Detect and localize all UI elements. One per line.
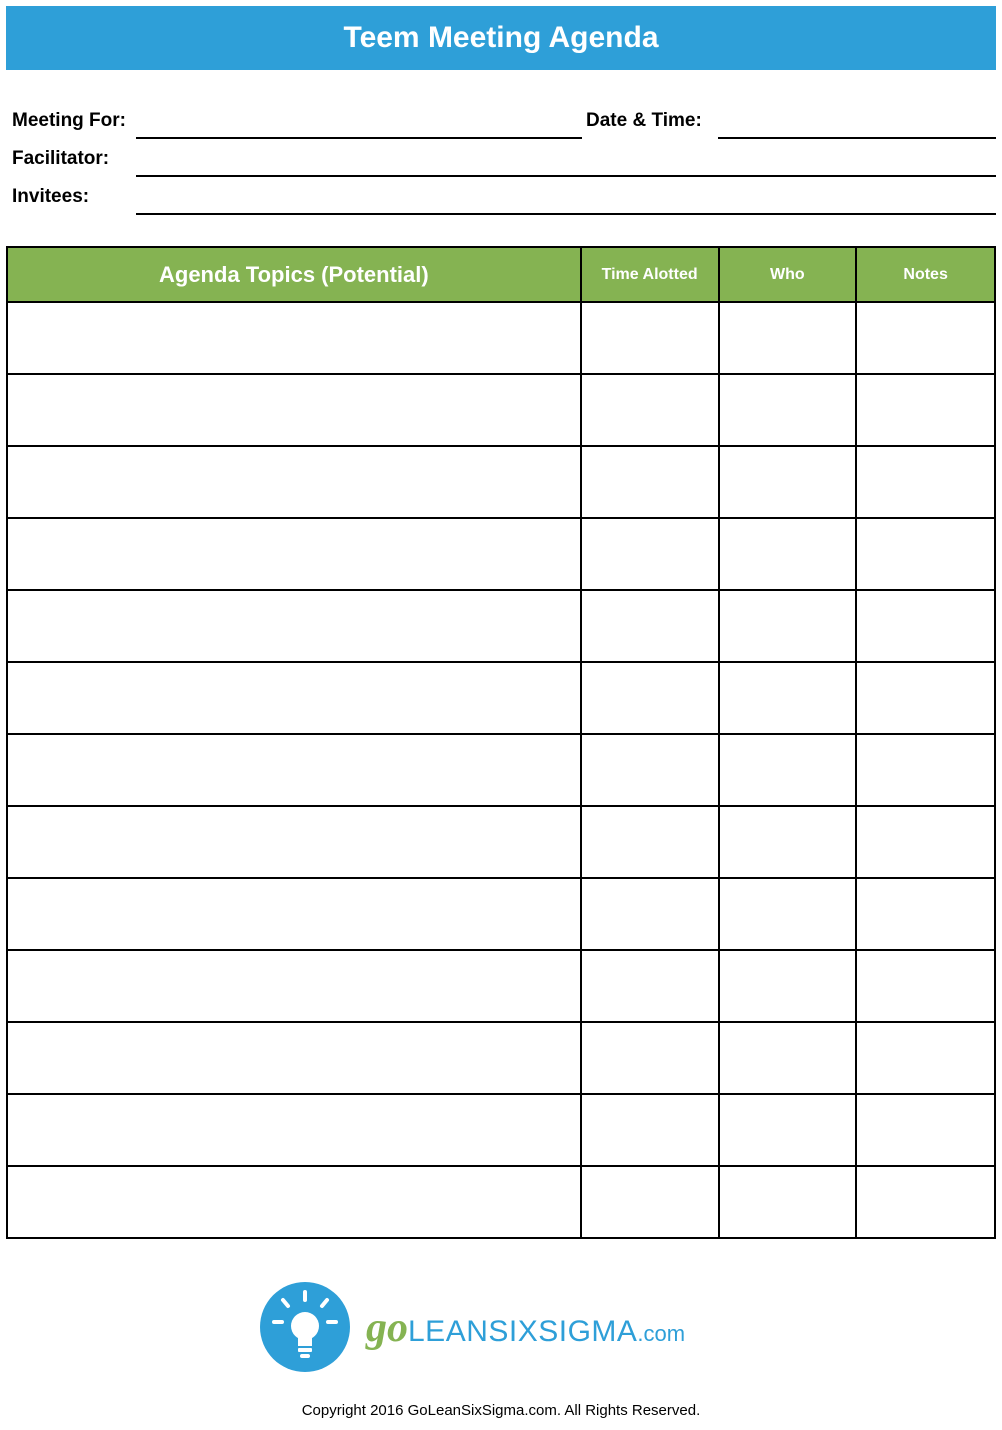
title-bar [6,6,996,70]
who-cell[interactable] [719,302,857,374]
time-cell[interactable] [581,734,719,806]
header-agenda-topics: Agenda Topics (Potential) [7,247,581,302]
topic-cell[interactable] [7,374,581,446]
topic-cell[interactable] [7,950,581,1022]
header-notes: Notes [856,247,995,302]
topic-cell[interactable] [7,518,581,590]
notes-cell[interactable] [856,374,995,446]
logo-go: go [366,1305,408,1351]
lightbulb-icon [260,1282,350,1372]
time-cell[interactable] [581,950,719,1022]
page-title: Teem Meeting Agenda [343,21,659,54]
logo-com: .com [637,1321,686,1346]
time-cell[interactable] [581,806,719,878]
topic-cell[interactable] [7,302,581,374]
topic-cell[interactable] [7,1166,581,1238]
time-cell[interactable] [581,1166,719,1238]
time-cell[interactable] [581,302,719,374]
notes-cell[interactable] [856,302,995,374]
who-cell[interactable] [719,734,857,806]
notes-cell[interactable] [856,734,995,806]
topic-cell[interactable] [7,1094,581,1166]
facilitator-label: Facilitator: [12,148,110,169]
date-time-field[interactable] [718,137,996,139]
notes-cell[interactable] [856,518,995,590]
table-row [7,374,995,446]
time-cell[interactable] [581,878,719,950]
topic-cell[interactable] [7,878,581,950]
table-row [7,734,995,806]
date-time-label: Date & Time: [586,110,702,131]
time-cell[interactable] [581,446,719,518]
who-cell[interactable] [719,590,857,662]
table-row [7,446,995,518]
notes-cell[interactable] [856,446,995,518]
table-row [7,878,995,950]
table-row [7,1094,995,1166]
who-cell[interactable] [719,1166,857,1238]
logo-badge [260,1282,350,1372]
notes-cell[interactable] [856,950,995,1022]
time-cell[interactable] [581,374,719,446]
invitees-label: Invitees: [12,186,90,207]
table-row [7,806,995,878]
who-cell[interactable] [719,1094,857,1166]
who-cell[interactable] [719,950,857,1022]
notes-cell[interactable] [856,1166,995,1238]
topic-cell[interactable] [7,734,581,806]
notes-cell[interactable] [856,878,995,950]
facilitator-field[interactable] [136,175,996,177]
who-cell[interactable] [719,374,857,446]
who-cell[interactable] [719,662,857,734]
table-row [7,590,995,662]
time-cell[interactable] [581,1022,719,1094]
header-time-alotted: Time Alotted [581,247,719,302]
topic-cell[interactable] [7,806,581,878]
invitees-field[interactable] [136,213,996,215]
who-cell[interactable] [719,518,857,590]
topic-cell[interactable] [7,590,581,662]
notes-cell[interactable] [856,590,995,662]
time-cell[interactable] [581,1094,719,1166]
copyright: Copyright 2016 GoLeanSixSigma.com. All Rights Reserved. [301,1402,701,1419]
who-cell[interactable] [719,446,857,518]
logo-wordmark [366,1304,685,1350]
logo-main: LEANSIXSIGMA [408,1315,638,1348]
notes-cell[interactable] [856,1094,995,1166]
who-cell[interactable] [719,806,857,878]
agenda-table [6,246,996,1239]
time-cell[interactable] [581,518,719,590]
notes-cell[interactable] [856,806,995,878]
table-header-row [7,247,995,302]
meeting-for-label: Meeting For: [12,110,126,131]
table-row [7,1022,995,1094]
topic-cell[interactable] [7,446,581,518]
topic-cell[interactable] [7,662,581,734]
notes-cell[interactable] [856,1022,995,1094]
header-who: Who [719,247,857,302]
notes-cell[interactable] [856,662,995,734]
time-cell[interactable] [581,590,719,662]
topic-cell[interactable] [7,1022,581,1094]
table-row [7,518,995,590]
table-row [7,662,995,734]
who-cell[interactable] [719,878,857,950]
table-row [7,1166,995,1238]
who-cell[interactable] [719,1022,857,1094]
table-row [7,950,995,1022]
table-row [7,302,995,374]
time-cell[interactable] [581,662,719,734]
meeting-for-field[interactable] [136,137,582,139]
